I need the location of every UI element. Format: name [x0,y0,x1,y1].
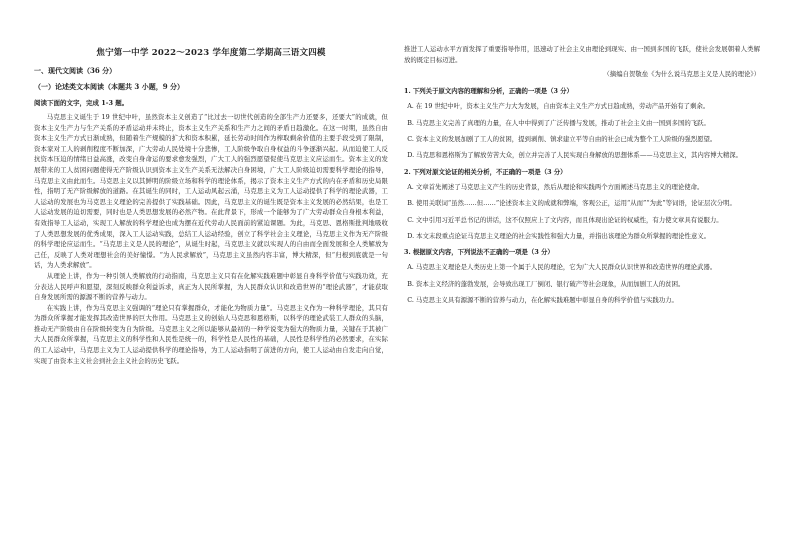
question-2-option-d[interactable]: D. 本文末段重点论证马克思主义理论的社会实践性和强大力量，并指出该理论为群众所掌握的理论性意义。 [407,232,711,241]
question-2-option-b[interactable]: B. 使用关联词“虽然……但……”论述资本主义的成就和弊端，客观公正，运用“从而”“为此”等词语，论证层次分明。 [407,199,736,208]
question-1-option-b[interactable]: B. 马克思主义完善了真理的力量，在人中中得到了广泛传播与发展，推动了社会主义由一国到多国的飞跃。 [407,118,710,127]
question-2-option-a[interactable]: A. 文章首先阐述了马克思主义产生的历史背景，然后从理论和实践两个方面阐述马克思主义的理论使命。 [407,182,704,191]
left-column [34,64,388,366]
question-1-option-c[interactable]: C. 资本主义的发展加剧了工人的贫困，提到剥削、镇求建立平等自由的社会已成为整个工人阶级的强烈愿望。 [407,135,717,143]
subsection-heading: （一）论述类文本阅读（本题共 3 小题，9 分） [34,82,185,91]
question-1-option-a[interactable]: A. 在 19 世纪中叶，资本主义生产力大为发展，自由资本主义生产方式日趋成熟，劳动产品开始有了剩余。 [407,102,710,111]
passage-paragraph-1: 马克思主义诞生于 19 世纪中叶，虽然资本主义创造了“比过去一切世代创造的全部生产力还要多，还要大”的成就，但资本主义生产力与生产关系的矛盾运动并未终止，资本主义生产关系和生产力之间的矛盾日趋激化。在这一时期，虽然自由资本主义生产方式日渐成熟，但随着生产规模的扩大和资本积累，延长劳动时间作为榨取剩余价值的主要手段受到了限制，资本家对工人的剥削程度不断加深，广大劳动人民处境十分悲惨，工人阶级争取自身权益的斗争逐渐兴起。从而迫使工人反抗资本压迫的情绪日益高涨，改变自身命运的要求愈发强烈，广大工人的强烈愿望促使马克思主义应运而生。资本主义的发展带来的工人贫困问题使得无产阶级认识到资本主义生产关系无法解决自身困境，广大工人阶级迫切需要科学理论的指导，马克思主义由此而生。马克思主义以其鲜明的阶级立场和科学的理论体系，揭示了资本主义生产方式的内在矛盾和历史局限性，指明了无产阶级解放的道路。在其诞生的同时，工人运动风起云涌，马克思主义为工人运动提供了科学的理论武器，工人运动的发展也为马克思主义理论的完善提供了实践基础。因此，马克思主义的诞生既是资本主义发展的必然结果，也是工人运动发展的迫切需要，同时也是人类思想发展的必然产物。在此背景下，形成一个能够为了广大劳动群众自身根本利益，有效指导工人运动，实现工人解放的科学理论也成为摆在近代劳动人民面前的紧迫课题。为此，马克思、恩格斯批判地吸收了人类思想发展的优秀成果，深入工人运动实践，总结工人运动经验，创立了科学社会主义理论，马克思主义作为无产阶级的科学理论应运而生。“马克思主义是人民的理论”，从诞生时起，马克思主义就以实现人的自由而全面发展和全人类解放为己任，反映了人类对理想社会的美好憧憬。“为人民求解放”，马克思主义虽然内容丰富，博大精深，但“归根到底就是一句话，为人类求解放”。 [34,113,388,270]
question-3-option-a[interactable]: A. 马克思主义理论是人类历史上第一个属于人民的理论，它为广大人民群众认识世界和改造世界的理论武器。 [407,263,717,272]
question-2-stem: 2. 下列对原文论证的相关分析，不正确的一项是（3 分） [404,167,567,176]
passage-continuation: 推进工人运动水平方面发挥了重要指导作用，迅速动了社会主义由理论到现实、由一国到多国的飞跃，使社会发展朝着人类解放的既定目标迈进。 [404,45,760,64]
document-title: 焦宁第一中学 2022～2023 学年度第二学期高三语文四模 [96,48,326,58]
question-3-stem: 3. 根据原文内容，下列说法不正确的一项是（3 分） [404,248,554,257]
passage-paragraph-2: 从理论上讲，作为一种引领人类解放的行动指南，马克思主义只有在化解实践难题中彰显自身科学价值与实践功效，充分表达人民呼声和愿望，深刻反映群众利益诉求，真正为人民所掌握，为人民群众认识和改造世界的“理论武器”，才能获取自身发展所需的源源不断的营养与动力。 [34,271,388,302]
question-1-option-d[interactable]: D. 马克思和恩格斯为了解放劳苦大众，创立并完善了人民实现自身解放的思想体系——马克思主义，其内容博大精深。 [407,151,743,160]
question-1-stem: 1. 下列关于原文内容的理解和分析，正确的一项是（3 分） [404,87,573,96]
question-3-option-b[interactable]: B. 资本主义经济的蓬勃发展，会导致出现工厂倒闭、银行破产等社会现象，从而加剧工人的贫困。 [407,279,685,288]
passage-source: （摘编自贺敬垒《为什么说马克思主义是人民的理论》） [603,70,760,79]
question-3-option-c[interactable]: C. 马克思主义具有源源不断的营养与动力，在化解实践难题中彰显自身的科学价值与实践功力。 [407,296,678,305]
question-2-option-c[interactable]: C. 文中引用习近平总书记的讲话，这不仅照应上了文内容，而且体现出论证的权威性，有力使文章具有说服力。 [407,215,723,224]
section-heading: 一、现代文阅读（36 分） [34,66,117,75]
passage-paragraph-3: 在实践上讲，作为马克思主义强调的“理论只有掌握群众，才能化为物质力量”。马克思主义作为一种科学理论，其只有为群众所掌握才能发挥其改造世界的巨大作用。马克思主义的创始人马克思和恩格斯，以科学的理论武装工人群众的头脑，推动无产阶级由自在阶级转变为自为阶级。马克思主义之所以能够从最初的一种学说变为强大的物质力量，关键在于其被广大人民群众所掌握，马克思主义的科学性和人民性是统一的，科学性是人民性的基础，人民性是科学性的必然要求，在实际的工人运动中，马克思主义为工人运动提供科学的理论指导，为工人运动指明了前进的方向，使工人运动由自发走向自觉，实现了由资本主义社会到社会主义社会的历史飞跃。 [34,303,388,365]
reading-instruction: 阅读下面的文字，完成 1-3 题。 [34,99,129,107]
right-column [404,44,760,552]
